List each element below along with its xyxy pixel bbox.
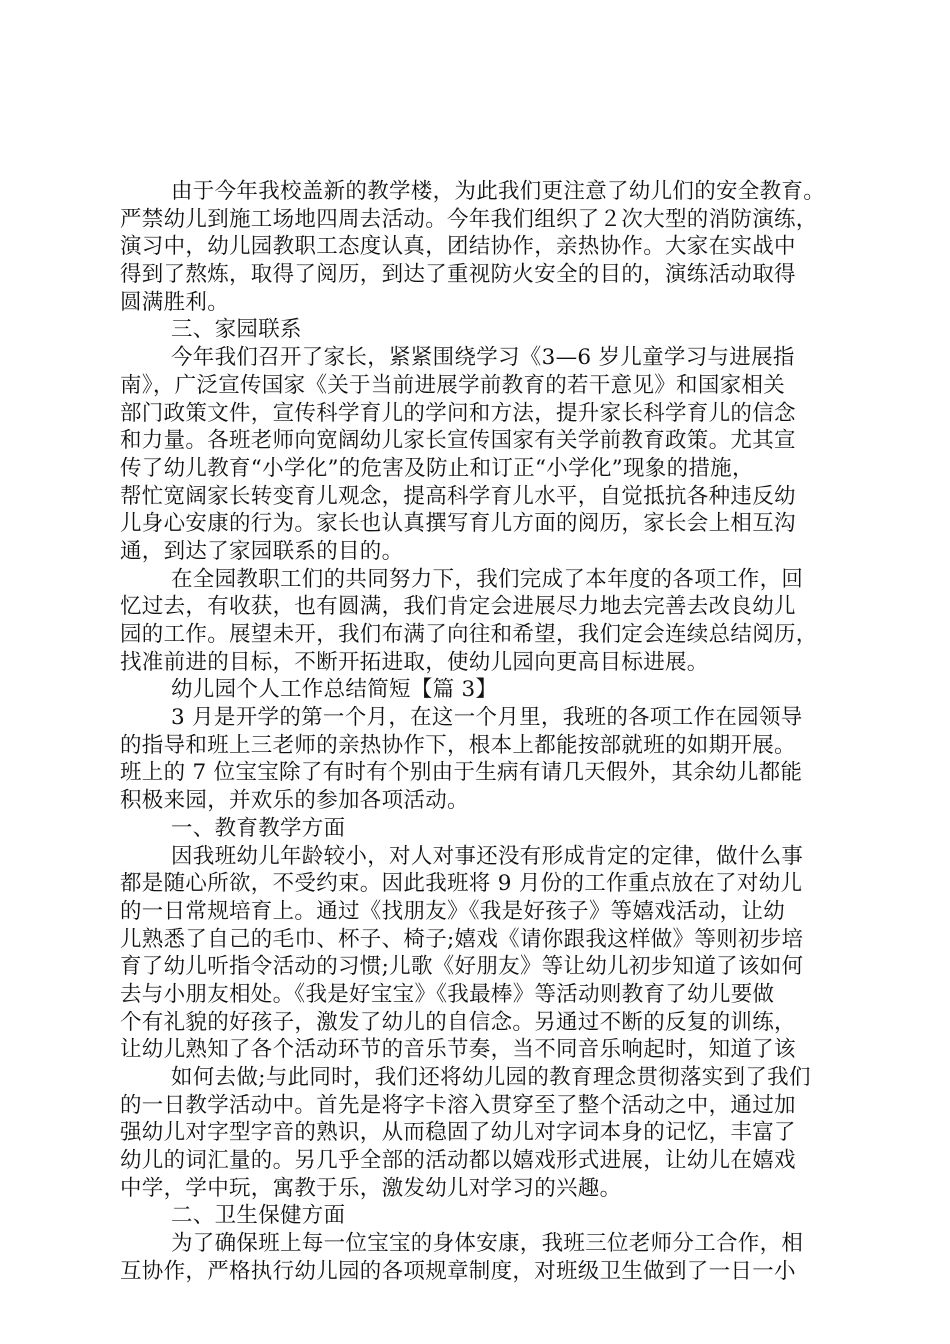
text-line: 通，到达了家园联系的目的。	[120, 538, 404, 564]
text-line: 得到了熬炼，取得了阅历，到达了重视防火安全的目的，演练活动取得	[120, 262, 796, 288]
text-line: 幼儿的词汇量的。另几乎全部的活动都以嬉戏形式进展，让幼儿在嬉戏	[120, 1148, 796, 1174]
text-line: 三、家园联系	[171, 317, 302, 343]
text-line: 3 月是开学的第一个月，在这一个月里，我班的各项工作在园领导	[171, 705, 803, 731]
text-line: 忆过去，有收获，也有圆满，我们肯定会进展尽力地去完善去改良幼儿	[120, 594, 796, 620]
text-line: 严禁幼儿到施工场地四周去活动。今年我们组织了２次大型的消防演练，	[120, 206, 818, 232]
text-line: 儿熟悉了自己的毛巾、杯子、椅子;嬉戏《请你跟我这样做》等则初步培	[120, 926, 804, 952]
text-line: 班上的 7 位宝宝除了有时有个别由于生病有请几天假外，其余幼儿都能	[120, 760, 803, 786]
text-line: 儿身心安康的行为。家长也认真撰写育儿方面的阅历，家长会上相互沟	[120, 511, 796, 537]
text-line: 中学，学中玩，寓教于乐，激发幼儿对学习的兴趣。	[120, 1175, 622, 1201]
text-line: 帮忙宽阔家长转变育儿观念，提高科学育儿水平，自觉抵抗各种违反幼	[120, 483, 796, 509]
text-line: 传了幼儿教育“小学化”的危害及防止和订正“小学化”现象的措施，	[120, 455, 754, 481]
text-line: 幼儿园个人工作总结简短【篇 3】	[171, 677, 498, 703]
text-line: 互协作，严格执行幼儿园的各项规章制度，对班级卫生做到了一日一小	[120, 1258, 796, 1284]
text-line: 育了幼儿听指令活动的习惯;儿歌《好朋友》等让幼儿初步知道了该如何	[120, 954, 804, 980]
text-line: 让幼儿熟知了各个活动环节的音乐节奏，当不同音乐响起时，知道了该	[120, 1037, 796, 1063]
text-line: 为了确保班上每一位宝宝的身体安康，我班三位老师分工合作，相	[171, 1231, 804, 1257]
text-line: 个有礼貌的好孩子，激发了幼儿的自信念。另通过不断的反复的训练，	[120, 1009, 796, 1035]
text-line: 因我班幼儿年龄较小，对人对事还没有形成肯定的定律，做什么事	[171, 843, 804, 869]
text-line: 今年我们召开了家长，紧紧围绕学习《3—6 岁儿童学习与进展指	[171, 345, 795, 371]
text-line: 的一日教学活动中。首先是将字卡溶入贯穿至了整个活动之中，通过加	[120, 1092, 796, 1118]
text-line: 去与小朋友相处。《我是好宝宝》《我最棒》等活动则教育了幼儿要做	[120, 981, 775, 1007]
text-line: 都是随心所欲，不受约束。因此我班将 9 月份的工作重点放在了对幼儿	[120, 871, 803, 897]
text-line: 的指导和班上三老师的亲热协作下，根本上都能按部就班的如期开展。	[120, 732, 796, 758]
text-line: 园的工作。展望未开，我们布满了向往和希望，我们定会连续总结阅历，	[120, 622, 818, 647]
text-line: 强幼儿对字型字音的熟识，从而稳固了幼儿对字词本身的记忆，丰富了	[120, 1120, 796, 1146]
text-line: 由于今年我校盖新的教学楼，为此我们更注意了幼儿们的安全教育。	[171, 179, 826, 204]
text-line: 一、教育教学方面	[171, 815, 346, 841]
text-line: 部门政策文件，宣传科学育儿的学问和方法，提升家长科学育儿的信念	[120, 400, 796, 426]
text-line: 二、卫生保健方面	[171, 1203, 346, 1229]
document-page	[120, 178, 845, 1286]
text-line: 南》，广泛宣传国家《关于当前进展学前教育的若干意见》和国家相关	[120, 372, 786, 398]
text-line: 积极来园，并欢乐的参加各项活动。	[120, 788, 469, 814]
text-line: 找准前进的目标，不断开拓进取，使幼儿园向更高目标进展。	[120, 649, 709, 675]
text-line: 的一日常规培育上。通过《找朋友》《我是好孩子》等嬉戏活动，让幼	[120, 898, 786, 924]
text-line: 在全园教职工们的共同努力下，我们完成了本年度的各项工作，回	[171, 566, 804, 592]
text-line: 演习中，幼儿园教职工态度认真，团结协作，亲热协作。大家在实战中	[120, 234, 796, 260]
text-line: 圆满胜利。	[120, 289, 230, 315]
text-line: 如何去做;与此同时，我们还将幼儿园的教育理念贯彻落实到了我们	[171, 1065, 811, 1090]
text-line: 和力量。各班老师向宽阔幼儿家长宣传国家有关学前教育政策。尤其宣	[120, 428, 796, 454]
